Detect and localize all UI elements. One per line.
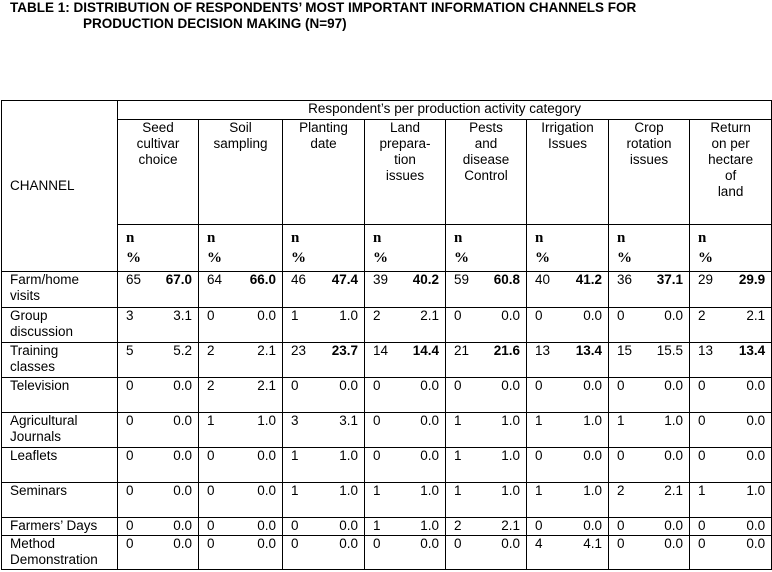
count-cell: 0 bbox=[365, 413, 394, 448]
channel-name-line: Farm/home bbox=[10, 272, 80, 287]
percent-cell: 0.0 bbox=[556, 518, 609, 536]
count-cell: 1 bbox=[527, 483, 556, 518]
percent-cell: 0.0 bbox=[719, 378, 772, 413]
percent-label: % bbox=[373, 250, 388, 266]
count-cell: 3 bbox=[283, 413, 312, 448]
n-label: n bbox=[535, 230, 544, 246]
percent-cell: 1.0 bbox=[475, 413, 527, 448]
n-label: n bbox=[126, 230, 135, 246]
count-cell: 0 bbox=[118, 413, 147, 448]
percent-label: % bbox=[207, 250, 222, 266]
count-cell: 1 bbox=[199, 413, 228, 448]
percent-cell: 47.4 bbox=[312, 272, 365, 308]
table-row bbox=[2, 536, 772, 570]
category-header-line: tion bbox=[394, 152, 416, 167]
channel-name bbox=[2, 272, 118, 308]
count-cell: 1 bbox=[365, 483, 394, 518]
n-percent-label bbox=[283, 225, 365, 272]
channel-name bbox=[2, 518, 118, 536]
category-header-line: of bbox=[724, 168, 737, 183]
percent-cell: 0.0 bbox=[394, 536, 446, 570]
category-header bbox=[283, 120, 365, 225]
count-cell: 2 bbox=[446, 518, 475, 536]
category-header-line: Irrigation bbox=[541, 120, 594, 135]
count-cell: 3 bbox=[118, 308, 147, 343]
count-cell: 1 bbox=[365, 518, 394, 536]
category-header-line: and bbox=[474, 136, 498, 151]
percent-cell: 3.1 bbox=[312, 413, 365, 448]
count-cell: 1 bbox=[283, 308, 312, 343]
channel-name-line: visits bbox=[10, 288, 40, 303]
category-header-line: date bbox=[310, 136, 337, 151]
category-header bbox=[118, 120, 199, 225]
category-header-line: Pests bbox=[469, 120, 503, 135]
n-label: n bbox=[373, 230, 382, 246]
percent-cell: 0.0 bbox=[147, 536, 199, 570]
count-cell: 1 bbox=[446, 413, 475, 448]
percent-label: % bbox=[126, 250, 141, 266]
category-header bbox=[527, 120, 609, 225]
percent-cell: 0.0 bbox=[147, 483, 199, 518]
percent-cell: 1.0 bbox=[475, 483, 527, 518]
count-cell: 59 bbox=[446, 272, 475, 308]
table-row bbox=[2, 272, 772, 308]
percent-cell: 0.0 bbox=[147, 378, 199, 413]
count-cell: 0 bbox=[527, 448, 556, 483]
percent-cell: 0.0 bbox=[475, 536, 527, 570]
percent-cell: 13.4 bbox=[719, 343, 772, 378]
percent-cell: 23.7 bbox=[312, 343, 365, 378]
category-header-line: on per bbox=[711, 136, 750, 151]
percent-cell: 0.0 bbox=[638, 448, 690, 483]
count-cell: 0 bbox=[690, 518, 719, 536]
count-cell: 39 bbox=[365, 272, 394, 308]
percent-cell: 0.0 bbox=[719, 518, 772, 536]
category-header-line: issues bbox=[385, 168, 425, 183]
channel-name bbox=[2, 536, 118, 570]
channel-header: CHANNEL bbox=[2, 101, 118, 272]
count-cell: 40 bbox=[527, 272, 556, 308]
percent-cell: 0.0 bbox=[312, 518, 365, 536]
count-cell: 46 bbox=[283, 272, 312, 308]
percent-cell: 0.0 bbox=[638, 378, 690, 413]
table-row bbox=[2, 518, 772, 536]
count-cell: 0 bbox=[365, 536, 394, 570]
percent-cell: 2.1 bbox=[719, 308, 772, 343]
count-cell: 36 bbox=[609, 272, 638, 308]
percent-cell: 1.0 bbox=[394, 518, 446, 536]
count-cell: 0 bbox=[199, 448, 228, 483]
category-header-line: cultivar bbox=[136, 136, 180, 151]
count-cell: 0 bbox=[199, 518, 228, 536]
count-cell: 0 bbox=[690, 413, 719, 448]
count-cell: 0 bbox=[283, 518, 312, 536]
n-percent-label bbox=[118, 225, 199, 272]
count-cell: 1 bbox=[446, 483, 475, 518]
category-header bbox=[199, 120, 283, 225]
n-percent-label bbox=[446, 225, 527, 272]
percent-cell: 21.6 bbox=[475, 343, 527, 378]
channel-name bbox=[2, 308, 118, 343]
percent-cell: 1.0 bbox=[228, 413, 283, 448]
count-cell: 1 bbox=[283, 448, 312, 483]
count-cell: 0 bbox=[118, 483, 147, 518]
n-percent-label bbox=[609, 225, 690, 272]
percent-cell: 0.0 bbox=[228, 518, 283, 536]
count-cell: 0 bbox=[446, 308, 475, 343]
percent-cell: 0.0 bbox=[638, 518, 690, 536]
count-cell: 0 bbox=[446, 378, 475, 413]
percent-cell: 2.1 bbox=[475, 518, 527, 536]
percent-cell: 2.1 bbox=[228, 343, 283, 378]
percent-cell: 41.2 bbox=[556, 272, 609, 308]
channel-name bbox=[2, 448, 118, 483]
channel-name bbox=[2, 413, 118, 448]
category-header-line: Return bbox=[710, 120, 751, 135]
percent-cell: 0.0 bbox=[556, 308, 609, 343]
percent-cell: 13.4 bbox=[556, 343, 609, 378]
count-cell: 0 bbox=[690, 536, 719, 570]
channel-name-line: Seminars bbox=[10, 483, 68, 498]
count-cell: 2 bbox=[609, 483, 638, 518]
category-header-line: Land bbox=[389, 120, 421, 135]
percent-cell: 29.9 bbox=[719, 272, 772, 308]
percent-cell: 4.1 bbox=[556, 536, 609, 570]
percent-cell: 37.1 bbox=[638, 272, 690, 308]
count-cell: 0 bbox=[365, 378, 394, 413]
count-cell: 0 bbox=[609, 536, 638, 570]
count-cell: 0 bbox=[118, 448, 147, 483]
category-header bbox=[446, 120, 527, 225]
count-cell: 0 bbox=[690, 378, 719, 413]
channel-name-line: Farmers’ Days bbox=[10, 518, 98, 533]
count-cell: 65 bbox=[118, 272, 147, 308]
percent-cell: 0.0 bbox=[394, 413, 446, 448]
channel-name-line: discussion bbox=[10, 324, 74, 339]
table-caption bbox=[10, 0, 770, 32]
category-header-line: sampling bbox=[213, 136, 268, 151]
channel-name-line: Television bbox=[10, 378, 70, 393]
percent-label: % bbox=[454, 250, 469, 266]
percent-label: % bbox=[535, 250, 550, 266]
count-cell: 0 bbox=[609, 378, 638, 413]
count-cell: 0 bbox=[527, 378, 556, 413]
percent-cell: 40.2 bbox=[394, 272, 446, 308]
percent-cell: 2.1 bbox=[638, 483, 690, 518]
count-cell: 15 bbox=[609, 343, 638, 378]
category-header bbox=[609, 120, 690, 225]
channel-name-line: Group bbox=[10, 308, 48, 323]
channel-name-line: classes bbox=[10, 359, 56, 374]
table-row bbox=[2, 483, 772, 518]
count-cell: 1 bbox=[283, 483, 312, 518]
table-row bbox=[2, 448, 772, 483]
count-cell: 2 bbox=[690, 308, 719, 343]
category-header-line: choice bbox=[138, 152, 178, 167]
category-header-line: Seed bbox=[142, 120, 174, 135]
n-percent-label bbox=[690, 225, 772, 272]
count-cell: 0 bbox=[118, 536, 147, 570]
n-label: n bbox=[291, 230, 300, 246]
category-header-line: land bbox=[717, 184, 744, 199]
count-cell: 1 bbox=[527, 413, 556, 448]
category-header bbox=[365, 120, 446, 225]
percent-cell: 0.0 bbox=[228, 536, 283, 570]
count-cell: 0 bbox=[283, 536, 312, 570]
table-row bbox=[2, 308, 772, 343]
count-cell: 0 bbox=[199, 536, 228, 570]
channel-name bbox=[2, 343, 118, 378]
channel-name-line: Training bbox=[10, 343, 59, 358]
count-cell: 1 bbox=[690, 483, 719, 518]
percent-cell: 3.1 bbox=[147, 308, 199, 343]
n-percent-label bbox=[199, 225, 283, 272]
category-header-line: disease bbox=[462, 152, 510, 167]
count-cell: 0 bbox=[118, 518, 147, 536]
percent-label: % bbox=[617, 250, 632, 266]
count-cell: 0 bbox=[690, 448, 719, 483]
percent-cell: 1.0 bbox=[556, 413, 609, 448]
percent-cell: 5.2 bbox=[147, 343, 199, 378]
channel-name bbox=[2, 378, 118, 413]
category-header bbox=[690, 120, 772, 225]
count-cell: 0 bbox=[609, 308, 638, 343]
count-cell: 1 bbox=[609, 413, 638, 448]
category-header-line: issues bbox=[629, 152, 669, 167]
caption-line-2: PRODUCTION DECISION MAKING (N=97) bbox=[83, 16, 347, 31]
percent-cell: 0.0 bbox=[719, 536, 772, 570]
n-percent-label bbox=[527, 225, 609, 272]
count-cell: 5 bbox=[118, 343, 147, 378]
channel-name-line: Leaflets bbox=[10, 448, 58, 463]
category-header-line: rotation bbox=[626, 136, 672, 151]
count-cell: 29 bbox=[690, 272, 719, 308]
n-label: n bbox=[207, 230, 216, 246]
table-row bbox=[2, 378, 772, 413]
n-percent-label bbox=[365, 225, 446, 272]
channels-table bbox=[1, 100, 772, 570]
percent-cell: 0.0 bbox=[228, 483, 283, 518]
count-cell: 14 bbox=[365, 343, 394, 378]
count-cell: 0 bbox=[527, 308, 556, 343]
percent-cell: 66.0 bbox=[228, 272, 283, 308]
percent-cell: 0.0 bbox=[147, 518, 199, 536]
percent-cell: 0.0 bbox=[475, 378, 527, 413]
percent-cell: 1.0 bbox=[312, 308, 365, 343]
percent-cell: 1.0 bbox=[475, 448, 527, 483]
count-cell: 0 bbox=[446, 536, 475, 570]
percent-cell: 0.0 bbox=[228, 308, 283, 343]
percent-cell: 2.1 bbox=[394, 308, 446, 343]
percent-cell: 0.0 bbox=[394, 378, 446, 413]
table-row bbox=[2, 343, 772, 378]
percent-label: % bbox=[698, 250, 713, 266]
percent-cell: 0.0 bbox=[719, 448, 772, 483]
count-cell: 0 bbox=[199, 483, 228, 518]
count-cell: 23 bbox=[283, 343, 312, 378]
count-cell: 2 bbox=[365, 308, 394, 343]
percent-cell: 14.4 bbox=[394, 343, 446, 378]
percent-cell: 0.0 bbox=[147, 448, 199, 483]
percent-cell: 0.0 bbox=[719, 413, 772, 448]
percent-label: % bbox=[291, 250, 306, 266]
percent-cell: 1.0 bbox=[312, 448, 365, 483]
percent-cell: 1.0 bbox=[312, 483, 365, 518]
channel-name bbox=[2, 483, 118, 518]
count-cell: 0 bbox=[118, 378, 147, 413]
percent-cell: 0.0 bbox=[638, 536, 690, 570]
percent-cell: 1.0 bbox=[719, 483, 772, 518]
count-cell: 21 bbox=[446, 343, 475, 378]
percent-cell: 1.0 bbox=[556, 483, 609, 518]
percent-cell: 0.0 bbox=[312, 378, 365, 413]
percent-cell: 0.0 bbox=[556, 448, 609, 483]
channel-name-line: Journals bbox=[10, 429, 62, 444]
percent-cell: 15.5 bbox=[638, 343, 690, 378]
percent-cell: 1.0 bbox=[638, 413, 690, 448]
percent-cell: 67.0 bbox=[147, 272, 199, 308]
count-cell: 64 bbox=[199, 272, 228, 308]
percent-cell: 2.1 bbox=[228, 378, 283, 413]
category-header-line: Planting bbox=[299, 120, 348, 135]
count-cell: 2 bbox=[199, 378, 228, 413]
channel-name-line: Method bbox=[10, 536, 56, 551]
count-cell: 2 bbox=[199, 343, 228, 378]
n-label: n bbox=[698, 230, 707, 246]
count-cell: 13 bbox=[690, 343, 719, 378]
n-label: n bbox=[454, 230, 463, 246]
percent-cell: 0.0 bbox=[394, 448, 446, 483]
percent-cell: 0.0 bbox=[228, 448, 283, 483]
percent-cell: 0.0 bbox=[312, 536, 365, 570]
category-header-line: prepara- bbox=[379, 136, 431, 151]
category-header-line: hectare bbox=[708, 152, 754, 167]
percent-cell: 60.8 bbox=[475, 272, 527, 308]
table-row bbox=[2, 413, 772, 448]
percent-cell: 0.0 bbox=[556, 378, 609, 413]
percent-cell: 0.0 bbox=[638, 308, 690, 343]
count-cell: 0 bbox=[199, 308, 228, 343]
percent-cell: 1.0 bbox=[394, 483, 446, 518]
percent-cell: 0.0 bbox=[475, 308, 527, 343]
count-cell: 0 bbox=[527, 518, 556, 536]
caption-line-1: TABLE 1: DISTRIBUTION OF RESPONDENTS’ MOST IMPORTANT INFORMATION CHANNELS FOR bbox=[10, 0, 637, 15]
count-cell: 4 bbox=[527, 536, 556, 570]
count-cell: 0 bbox=[609, 448, 638, 483]
category-header-line: Soil bbox=[229, 120, 252, 135]
percent-cell: 0.0 bbox=[147, 413, 199, 448]
channel-name-line: Demonstration bbox=[10, 552, 98, 567]
group-header: Respondent’s per production activity category bbox=[118, 101, 772, 120]
count-cell: 1 bbox=[446, 448, 475, 483]
n-label: n bbox=[617, 230, 626, 246]
channel-name-line: Agricultural bbox=[10, 413, 78, 428]
count-cell: 0 bbox=[609, 518, 638, 536]
count-cell: 13 bbox=[527, 343, 556, 378]
category-header-line: Issues bbox=[547, 136, 588, 151]
count-cell: 0 bbox=[365, 448, 394, 483]
category-header-line: Control bbox=[464, 168, 508, 183]
category-header-line: Crop bbox=[634, 120, 664, 135]
count-cell: 0 bbox=[283, 378, 312, 413]
